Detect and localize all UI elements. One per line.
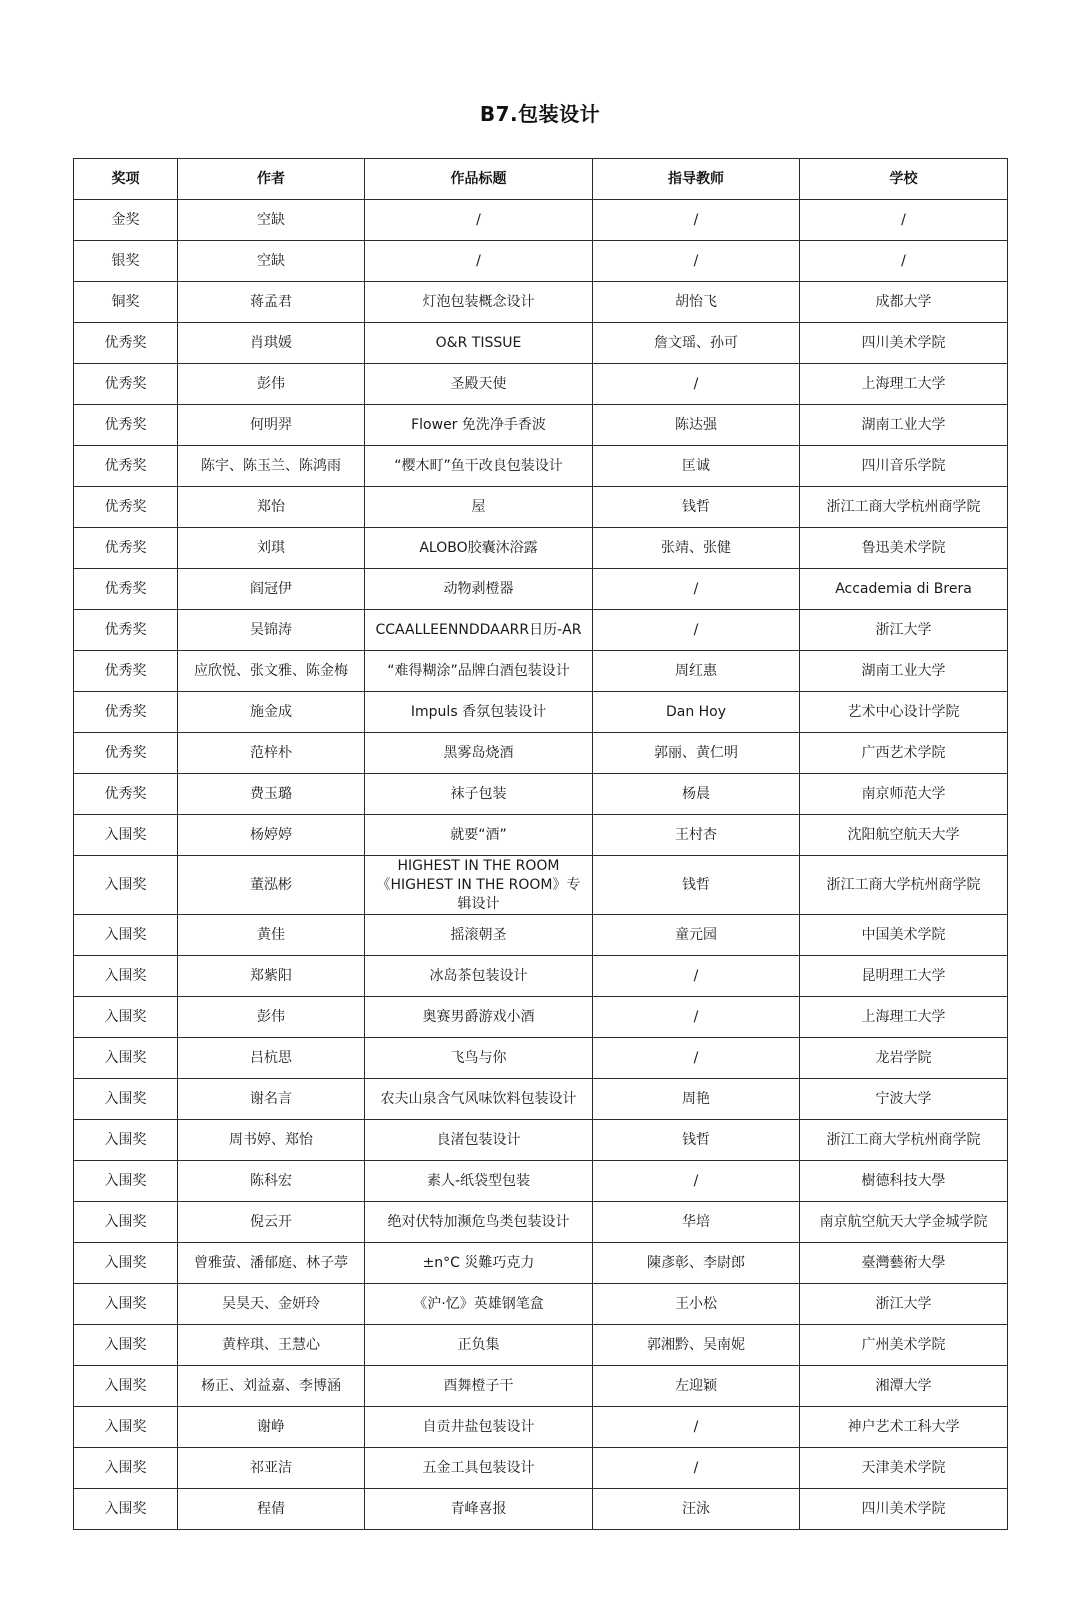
cell-school: 湖南工业大学 [800, 405, 1008, 446]
cell-award: 入围奖 [74, 1038, 178, 1079]
cell-teacher: / [593, 200, 800, 241]
cell-title: 屋 [365, 487, 593, 528]
cell-teacher: 郭湘黔、吴南妮 [593, 1325, 800, 1366]
cell-award: 入围奖 [74, 1366, 178, 1407]
header-teacher: 指导教师 [593, 159, 800, 200]
cell-teacher: 王小松 [593, 1284, 800, 1325]
cell-title: 灯泡包装概念设计 [365, 282, 593, 323]
cell-award: 入围奖 [74, 1161, 178, 1202]
cell-author: 黄佳 [178, 915, 365, 956]
cell-school: 浙江工商大学杭州商学院 [800, 856, 1008, 915]
cell-school: 鲁迅美术学院 [800, 528, 1008, 569]
cell-teacher: / [593, 241, 800, 282]
cell-teacher: / [593, 1038, 800, 1079]
cell-award: 入围奖 [74, 997, 178, 1038]
cell-author: 费玉璐 [178, 774, 365, 815]
cell-author: 吕杭思 [178, 1038, 365, 1079]
table-row [74, 956, 1008, 997]
cell-title: 五金工具包装设计 [365, 1448, 593, 1489]
cell-award: 入围奖 [74, 1489, 178, 1530]
cell-award: 入围奖 [74, 1120, 178, 1161]
cell-teacher: / [593, 1407, 800, 1448]
cell-teacher: 陈达强 [593, 405, 800, 446]
table-row [74, 774, 1008, 815]
table-row [74, 1079, 1008, 1120]
cell-title: Impuls 香氛包装设计 [365, 692, 593, 733]
table-row [74, 569, 1008, 610]
table-row [74, 1489, 1008, 1530]
cell-author: 吴昊天、金妍玲 [178, 1284, 365, 1325]
table-row [74, 815, 1008, 856]
cell-title: ±n°C 災難巧克力 [365, 1243, 593, 1284]
cell-award: 入围奖 [74, 1243, 178, 1284]
table-row [74, 1407, 1008, 1448]
cell-author: 陈科宏 [178, 1161, 365, 1202]
cell-school: 浙江大学 [800, 610, 1008, 651]
table-row [74, 364, 1008, 405]
cell-school: 艺术中心设计学院 [800, 692, 1008, 733]
cell-award: 优秀奖 [74, 774, 178, 815]
cell-author: 何明羿 [178, 405, 365, 446]
table-row [74, 651, 1008, 692]
cell-school: 湘潭大学 [800, 1366, 1008, 1407]
cell-school: 四川美术学院 [800, 1489, 1008, 1530]
cell-teacher: / [593, 610, 800, 651]
cell-teacher: 钱哲 [593, 487, 800, 528]
cell-school: 四川音乐学院 [800, 446, 1008, 487]
cell-teacher: 童元园 [593, 915, 800, 956]
cell-teacher: 詹文瑶、孙可 [593, 323, 800, 364]
cell-teacher: Dan Hoy [593, 692, 800, 733]
cell-teacher: 王村杏 [593, 815, 800, 856]
cell-school: 广州美术学院 [800, 1325, 1008, 1366]
cell-award: 优秀奖 [74, 651, 178, 692]
cell-school: 臺灣藝術大學 [800, 1243, 1008, 1284]
table-row [74, 446, 1008, 487]
cell-teacher: 华培 [593, 1202, 800, 1243]
cell-teacher: 陳彥彰、李尉郎 [593, 1243, 800, 1284]
cell-author: 曾雅萤、潘郁庭、林子葶 [178, 1243, 365, 1284]
table-row [74, 1243, 1008, 1284]
cell-award: 入围奖 [74, 1448, 178, 1489]
cell-teacher: 周艳 [593, 1079, 800, 1120]
table-row [74, 692, 1008, 733]
cell-award: 优秀奖 [74, 487, 178, 528]
cell-title: 绝对伏特加濒危鸟类包装设计 [365, 1202, 593, 1243]
table-row [74, 1161, 1008, 1202]
cell-title: 农夫山泉含气风味饮料包装设计 [365, 1079, 593, 1120]
cell-author: 杨婷婷 [178, 815, 365, 856]
cell-award: 入围奖 [74, 1407, 178, 1448]
header-award: 奖项 [74, 159, 178, 200]
cell-school: 上海理工大学 [800, 997, 1008, 1038]
table-row [74, 1120, 1008, 1161]
table-body [74, 200, 1008, 1530]
cell-school: 天津美术学院 [800, 1448, 1008, 1489]
cell-title: 摇滚朝圣 [365, 915, 593, 956]
cell-title: 就要“酒” [365, 815, 593, 856]
cell-title: 自贡井盐包装设计 [365, 1407, 593, 1448]
cell-title: 飞鸟与你 [365, 1038, 593, 1079]
cell-teacher: 杨晨 [593, 774, 800, 815]
cell-author: 谢名言 [178, 1079, 365, 1120]
header-title: 作品标题 [365, 159, 593, 200]
table-row [74, 915, 1008, 956]
table-row [74, 1202, 1008, 1243]
cell-award: 入围奖 [74, 956, 178, 997]
cell-author: 倪云开 [178, 1202, 365, 1243]
cell-school: 中国美术学院 [800, 915, 1008, 956]
cell-school: Accademia di Brera [800, 569, 1008, 610]
cell-award: 优秀奖 [74, 446, 178, 487]
cell-school: 四川美术学院 [800, 323, 1008, 364]
cell-author: 施金成 [178, 692, 365, 733]
table-row [74, 1284, 1008, 1325]
cell-title: “樱木町”鱼干改良包装设计 [365, 446, 593, 487]
cell-award: 入围奖 [74, 1325, 178, 1366]
cell-school: 湖南工业大学 [800, 651, 1008, 692]
cell-title: 酉舞橙子干 [365, 1366, 593, 1407]
cell-author: 范梓朴 [178, 733, 365, 774]
cell-school: 广西艺术学院 [800, 733, 1008, 774]
table-row [74, 323, 1008, 364]
cell-award: 优秀奖 [74, 405, 178, 446]
cell-teacher: 周红惠 [593, 651, 800, 692]
cell-teacher: / [593, 569, 800, 610]
cell-author: 陈宇、陈玉兰、陈鸿雨 [178, 446, 365, 487]
cell-teacher: / [593, 956, 800, 997]
cell-award: 铜奖 [74, 282, 178, 323]
cell-school: 浙江大学 [800, 1284, 1008, 1325]
cell-title: / [365, 241, 593, 282]
page-title: B7.包装设计 [479, 102, 601, 126]
cell-author: 祁亚洁 [178, 1448, 365, 1489]
header-author: 作者 [178, 159, 365, 200]
table-row [74, 1366, 1008, 1407]
cell-award: 优秀奖 [74, 692, 178, 733]
table-row [74, 733, 1008, 774]
cell-author: 周书婷、郑怡 [178, 1120, 365, 1161]
table-row [74, 282, 1008, 323]
cell-author: 蒋孟君 [178, 282, 365, 323]
cell-award: 入围奖 [74, 815, 178, 856]
cell-author: 应欣悦、张文雅、陈金梅 [178, 651, 365, 692]
cell-teacher: 汪泳 [593, 1489, 800, 1530]
cell-title: 黑雾岛烧酒 [365, 733, 593, 774]
cell-title: 圣殿天使 [365, 364, 593, 405]
cell-teacher: 匡诚 [593, 446, 800, 487]
cell-teacher: 郭丽、黄仁明 [593, 733, 800, 774]
cell-school: / [800, 241, 1008, 282]
cell-teacher: / [593, 364, 800, 405]
cell-award: 入围奖 [74, 1079, 178, 1120]
cell-author: 吴锦涛 [178, 610, 365, 651]
cell-school: / [800, 200, 1008, 241]
cell-award: 优秀奖 [74, 610, 178, 651]
cell-author: 空缺 [178, 200, 365, 241]
cell-school: 龙岩学院 [800, 1038, 1008, 1079]
cell-award: 入围奖 [74, 1202, 178, 1243]
cell-school: 沈阳航空航天大学 [800, 815, 1008, 856]
cell-school: 浙江工商大学杭州商学院 [800, 487, 1008, 528]
cell-teacher: 张靖、张健 [593, 528, 800, 569]
table-row [74, 610, 1008, 651]
cell-author: 空缺 [178, 241, 365, 282]
cell-title: ALOBO胶囊沐浴露 [365, 528, 593, 569]
header-school: 学校 [800, 159, 1008, 200]
cell-title: 青峰喜报 [365, 1489, 593, 1530]
cell-teacher: 钱哲 [593, 1120, 800, 1161]
cell-school: 成都大学 [800, 282, 1008, 323]
cell-award: 优秀奖 [74, 528, 178, 569]
cell-award: 金奖 [74, 200, 178, 241]
cell-teacher: 胡怡飞 [593, 282, 800, 323]
cell-award: 入围奖 [74, 856, 178, 915]
table-header [74, 159, 1008, 200]
cell-award: 优秀奖 [74, 364, 178, 405]
cell-award: 入围奖 [74, 915, 178, 956]
cell-author: 阎冠伊 [178, 569, 365, 610]
table-row [74, 1448, 1008, 1489]
table-row [74, 405, 1008, 446]
cell-author: 彭伟 [178, 364, 365, 405]
header-row [74, 159, 1008, 200]
cell-author: 郑怡 [178, 487, 365, 528]
cell-teacher: 钱哲 [593, 856, 800, 915]
table-row [74, 856, 1008, 915]
cell-title: 素人-纸袋型包装 [365, 1161, 593, 1202]
cell-title: 袜子包装 [365, 774, 593, 815]
cell-school: 南京航空航天大学金城学院 [800, 1202, 1008, 1243]
cell-school: 南京师范大学 [800, 774, 1008, 815]
cell-author: 黄梓琪、王慧心 [178, 1325, 365, 1366]
cell-title: / [365, 200, 593, 241]
cell-teacher: 左迎颖 [593, 1366, 800, 1407]
cell-author: 彭伟 [178, 997, 365, 1038]
table-row [74, 200, 1008, 241]
cell-title: “难得糊涂”品牌白酒包装设计 [365, 651, 593, 692]
cell-award: 银奖 [74, 241, 178, 282]
cell-title: 动物剥橙器 [365, 569, 593, 610]
cell-award: 优秀奖 [74, 323, 178, 364]
cell-title: 《沪·忆》英雄钢笔盒 [365, 1284, 593, 1325]
cell-title: Flower 免洗净手香波 [365, 405, 593, 446]
cell-school: 神户艺术工科大学 [800, 1407, 1008, 1448]
cell-author: 刘琪 [178, 528, 365, 569]
cell-author: 肖琪媛 [178, 323, 365, 364]
cell-author: 杨正、刘益嘉、李博涵 [178, 1366, 365, 1407]
table-row [74, 1038, 1008, 1079]
cell-school: 浙江工商大学杭州商学院 [800, 1120, 1008, 1161]
cell-title: 冰岛茶包装设计 [365, 956, 593, 997]
awards-table [73, 158, 1008, 1530]
cell-teacher: / [593, 997, 800, 1038]
cell-award: 优秀奖 [74, 733, 178, 774]
cell-title: O&R TISSUE [365, 323, 593, 364]
table-row [74, 487, 1008, 528]
cell-teacher: / [593, 1448, 800, 1489]
cell-author: 程倩 [178, 1489, 365, 1530]
table-row [74, 528, 1008, 569]
cell-author: 郑紫阳 [178, 956, 365, 997]
cell-teacher: / [593, 1161, 800, 1202]
cell-title: HIGHEST IN THE ROOM《HIGHEST IN THE ROOM》专辑设计 [365, 856, 593, 915]
cell-author: 董泓彬 [178, 856, 365, 915]
cell-author: 谢峥 [178, 1407, 365, 1448]
cell-school: 上海理工大学 [800, 364, 1008, 405]
cell-award: 入围奖 [74, 1284, 178, 1325]
table-row [74, 241, 1008, 282]
cell-title: 良渚包装设计 [365, 1120, 593, 1161]
table-row [74, 997, 1008, 1038]
cell-school: 昆明理工大学 [800, 956, 1008, 997]
cell-title: 正负集 [365, 1325, 593, 1366]
cell-school: 樹德科技大學 [800, 1161, 1008, 1202]
table-row [74, 1325, 1008, 1366]
cell-title: 奥赛男爵游戏小酒 [365, 997, 593, 1038]
cell-school: 宁波大学 [800, 1079, 1008, 1120]
cell-award: 优秀奖 [74, 569, 178, 610]
cell-title: CCAALLEENNDDAARR日历-AR [365, 610, 593, 651]
